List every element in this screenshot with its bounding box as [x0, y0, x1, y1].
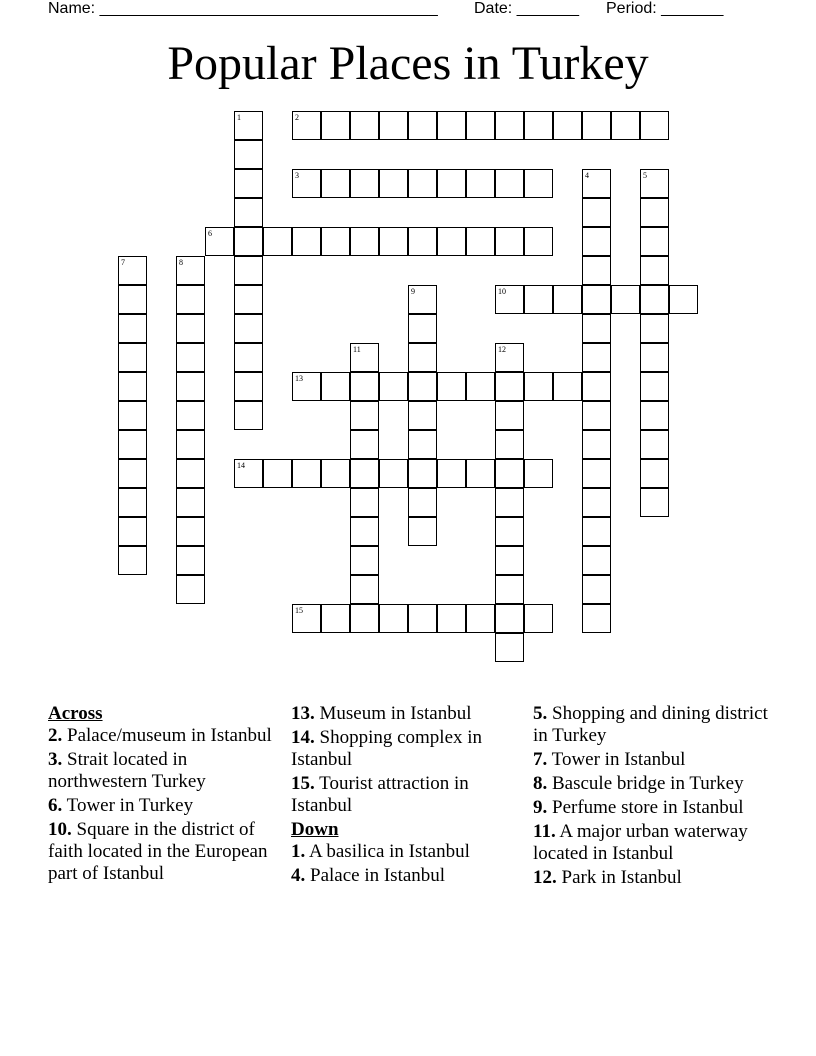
- clue-item: [48, 819, 280, 885]
- grid-cell[interactable]: [263, 459, 292, 488]
- clue-item: [533, 797, 773, 819]
- clue-item-text: A basilica in Istanbul: [308, 841, 470, 862]
- clue-item-number: 5.: [533, 703, 548, 724]
- grid-cell[interactable]: [524, 459, 553, 488]
- grid-cell[interactable]: [408, 285, 437, 314]
- grid-cell[interactable]: [350, 227, 379, 256]
- grid-cell[interactable]: [495, 372, 524, 401]
- grid-cell[interactable]: [408, 227, 437, 256]
- grid-cell[interactable]: [408, 517, 437, 546]
- grid-cell[interactable]: [437, 372, 466, 401]
- grid-cell[interactable]: [176, 517, 205, 546]
- period-field: Period: _______: [606, 0, 724, 17]
- clue-number: 3: [295, 171, 299, 180]
- grid-cell[interactable]: [495, 517, 524, 546]
- grid-cell[interactable]: [582, 285, 611, 314]
- clue-item: [291, 865, 523, 887]
- grid-cell[interactable]: [263, 227, 292, 256]
- grid-cell[interactable]: [176, 285, 205, 314]
- grid-cell[interactable]: [118, 488, 147, 517]
- grid-cell[interactable]: [466, 169, 495, 198]
- grid-cell[interactable]: [640, 314, 669, 343]
- grid-cell[interactable]: [640, 285, 669, 314]
- grid-cell[interactable]: [495, 227, 524, 256]
- clue-item-number: 13.: [291, 703, 315, 724]
- grid-cell[interactable]: [582, 546, 611, 575]
- grid-cell[interactable]: [640, 227, 669, 256]
- clue-number: 12: [498, 345, 506, 354]
- grid-cell[interactable]: [495, 343, 524, 372]
- grid-cell[interactable]: [582, 314, 611, 343]
- grid-cell[interactable]: [118, 256, 147, 285]
- clue-item-text: Palace/museum in Istanbul: [67, 725, 272, 746]
- clues-column-3: [533, 703, 773, 891]
- clue-item-number: 2.: [48, 725, 63, 746]
- clue-item: [533, 749, 773, 771]
- clue-item-text: Palace in Istanbul: [310, 865, 446, 886]
- grid-cell[interactable]: [524, 227, 553, 256]
- clue-item: [48, 795, 280, 817]
- grid-cell[interactable]: [234, 459, 263, 488]
- clue-number: 7: [121, 258, 125, 267]
- grid-cell[interactable]: [234, 256, 263, 285]
- grid-cell[interactable]: [176, 575, 205, 604]
- grid-cell[interactable]: [118, 314, 147, 343]
- clue-item-text: Tower in Istanbul: [551, 749, 686, 770]
- grid-cell[interactable]: [640, 401, 669, 430]
- clue-number: 6: [208, 229, 212, 238]
- clue-item-number: 14.: [291, 727, 315, 748]
- grid-cell[interactable]: [495, 169, 524, 198]
- grid-cell[interactable]: [495, 401, 524, 430]
- grid-cell[interactable]: [234, 314, 263, 343]
- clue-item: [291, 841, 523, 863]
- grid-cell[interactable]: [350, 169, 379, 198]
- grid-cell[interactable]: [118, 372, 147, 401]
- clue-number: 1: [237, 113, 241, 122]
- clue-item-text: A major urban waterway located in Istanbul: [533, 821, 748, 864]
- grid-cell[interactable]: [640, 488, 669, 517]
- grid-cell[interactable]: [408, 372, 437, 401]
- grid-cell[interactable]: [495, 430, 524, 459]
- grid-cell[interactable]: [321, 372, 350, 401]
- grid-cell[interactable]: [321, 459, 350, 488]
- clue-item: [533, 773, 773, 795]
- grid-cell[interactable]: [350, 401, 379, 430]
- grid-cell[interactable]: [640, 256, 669, 285]
- clue-item-number: 4.: [291, 865, 306, 886]
- grid-cell[interactable]: [466, 111, 495, 140]
- clue-item-text: Park in Istanbul: [561, 867, 682, 888]
- grid-cell[interactable]: [408, 459, 437, 488]
- grid-cell[interactable]: [582, 169, 611, 198]
- clue-item-text: Strait located in northwestern Turkey: [48, 749, 206, 792]
- grid-cell[interactable]: [611, 111, 640, 140]
- grid-cell[interactable]: [234, 343, 263, 372]
- grid-cell[interactable]: [669, 285, 698, 314]
- grid-cell[interactable]: [437, 459, 466, 488]
- grid-cell[interactable]: [437, 227, 466, 256]
- clue-item-number: 7.: [533, 749, 548, 770]
- grid-cell[interactable]: [234, 285, 263, 314]
- grid-cell[interactable]: [495, 633, 524, 662]
- grid-cell[interactable]: [553, 372, 582, 401]
- grid-cell[interactable]: [582, 111, 611, 140]
- grid-cell[interactable]: [379, 111, 408, 140]
- date-field: Date: _______: [474, 0, 579, 17]
- grid-cell[interactable]: [582, 372, 611, 401]
- grid-cell[interactable]: [495, 285, 524, 314]
- grid-cell[interactable]: [292, 372, 321, 401]
- grid-cell[interactable]: [524, 372, 553, 401]
- grid-cell[interactable]: [292, 169, 321, 198]
- grid-cell[interactable]: [466, 604, 495, 633]
- grid-cell[interactable]: [437, 604, 466, 633]
- clue-number: 13: [295, 374, 303, 383]
- across-heading: Across: [48, 703, 103, 724]
- clue-item: [48, 749, 280, 793]
- clue-item-number: 9.: [533, 797, 548, 818]
- clue-number: 2: [295, 113, 299, 122]
- puzzle-title: Popular Places in Turkey: [167, 37, 649, 90]
- grid-cell[interactable]: [292, 459, 321, 488]
- grid-cell[interactable]: [408, 111, 437, 140]
- grid-cell[interactable]: [524, 111, 553, 140]
- grid-cell[interactable]: [582, 459, 611, 488]
- clue-item-number: 12.: [533, 867, 557, 888]
- grid-cell[interactable]: [495, 111, 524, 140]
- grid-cell[interactable]: [495, 488, 524, 517]
- grid-cell[interactable]: [176, 256, 205, 285]
- grid-cell[interactable]: [234, 140, 263, 169]
- down-heading: Down: [291, 819, 339, 840]
- grid-cell[interactable]: [118, 401, 147, 430]
- clue-item-text: Square in the district of faith located in the European part of Istanbul: [48, 819, 268, 884]
- grid-cell[interactable]: [408, 604, 437, 633]
- grid-cell[interactable]: [350, 459, 379, 488]
- clue-item-text: Tower in Turkey: [66, 795, 194, 816]
- clue-number: 4: [585, 171, 589, 180]
- grid-cell[interactable]: [437, 111, 466, 140]
- grid-cell[interactable]: [350, 488, 379, 517]
- grid-cell[interactable]: [553, 111, 582, 140]
- clue-item-number: 3.: [48, 749, 63, 770]
- grid-cell[interactable]: [524, 169, 553, 198]
- grid-cell[interactable]: [350, 430, 379, 459]
- grid-cell[interactable]: [321, 169, 350, 198]
- grid-cell[interactable]: [176, 401, 205, 430]
- clues-column-2: [291, 703, 523, 889]
- clue-number: 15: [295, 606, 303, 615]
- grid-cell[interactable]: [176, 314, 205, 343]
- grid-cell[interactable]: [611, 285, 640, 314]
- grid-cell[interactable]: [408, 169, 437, 198]
- clue-item-number: 6.: [48, 795, 63, 816]
- grid-cell[interactable]: [321, 111, 350, 140]
- grid-cell[interactable]: [408, 430, 437, 459]
- grid-cell[interactable]: [292, 604, 321, 633]
- grid-cell[interactable]: [466, 459, 495, 488]
- clue-item-text: Bascule bridge in Turkey: [552, 773, 744, 794]
- clue-item: [48, 725, 280, 747]
- clues-column-1: [48, 703, 280, 887]
- grid-cell[interactable]: [234, 198, 263, 227]
- grid-cell[interactable]: [350, 111, 379, 140]
- grid-cell[interactable]: [582, 343, 611, 372]
- clue-item-text: Shopping complex in Istanbul: [291, 727, 483, 770]
- clue-item-number: 1.: [291, 841, 306, 862]
- grid-cell[interactable]: [582, 198, 611, 227]
- grid-cell[interactable]: [118, 343, 147, 372]
- grid-cell[interactable]: [495, 604, 524, 633]
- grid-cell[interactable]: [379, 459, 408, 488]
- grid-cell[interactable]: [582, 256, 611, 285]
- grid-cell[interactable]: [640, 430, 669, 459]
- grid-cell[interactable]: [234, 169, 263, 198]
- grid-cell[interactable]: [640, 459, 669, 488]
- clue-item-text: Shopping and dining district in Turkey: [533, 703, 768, 746]
- grid-cell[interactable]: [524, 604, 553, 633]
- grid-cell[interactable]: [350, 546, 379, 575]
- grid-cell[interactable]: [379, 372, 408, 401]
- grid-cell[interactable]: [640, 169, 669, 198]
- clue-number: 10: [498, 287, 506, 296]
- clue-number: 14: [237, 461, 245, 470]
- clue-item-text: Museum in Istanbul: [319, 703, 472, 724]
- clue-item: [533, 703, 773, 747]
- grid-cell[interactable]: [118, 546, 147, 575]
- grid-cell[interactable]: [408, 401, 437, 430]
- clue-number: 5: [643, 171, 647, 180]
- grid-cell[interactable]: [495, 546, 524, 575]
- grid-cell[interactable]: [118, 517, 147, 546]
- grid-cell[interactable]: [553, 285, 582, 314]
- grid-cell[interactable]: [379, 604, 408, 633]
- clue-item-text: Perfume store in Istanbul: [552, 797, 744, 818]
- grid-cell[interactable]: [234, 372, 263, 401]
- grid-cell[interactable]: [524, 285, 553, 314]
- grid-cell[interactable]: [176, 372, 205, 401]
- clue-item-number: 15.: [291, 773, 315, 794]
- clue-item-number: 8.: [533, 773, 548, 794]
- grid-cell[interactable]: [350, 604, 379, 633]
- clue-item-text: Tourist attraction in Istanbul: [291, 773, 469, 816]
- grid-cell[interactable]: [582, 604, 611, 633]
- grid-cell[interactable]: [408, 488, 437, 517]
- grid-cell[interactable]: [234, 227, 263, 256]
- grid-cell[interactable]: [379, 227, 408, 256]
- grid-cell[interactable]: [640, 343, 669, 372]
- clue-item-number: 11.: [533, 821, 556, 842]
- grid-cell[interactable]: [495, 575, 524, 604]
- clue-item: [291, 727, 523, 771]
- grid-cell[interactable]: [582, 488, 611, 517]
- clue-number: 11: [353, 345, 361, 354]
- grid-cell[interactable]: [205, 227, 234, 256]
- grid-cell[interactable]: [321, 604, 350, 633]
- clue-number: 9: [411, 287, 415, 296]
- grid-cell[interactable]: [640, 111, 669, 140]
- grid-cell[interactable]: [466, 372, 495, 401]
- grid-cell[interactable]: [582, 401, 611, 430]
- grid-cell[interactable]: [176, 546, 205, 575]
- grid-cell[interactable]: [437, 169, 466, 198]
- grid-cell[interactable]: [640, 372, 669, 401]
- grid-cell[interactable]: [176, 459, 205, 488]
- grid-cell[interactable]: [234, 111, 263, 140]
- grid-cell[interactable]: [350, 343, 379, 372]
- grid-cell[interactable]: [640, 198, 669, 227]
- grid-cell[interactable]: [321, 227, 350, 256]
- name-field: Name: ______________________________________: [48, 0, 438, 17]
- clue-number: 8: [179, 258, 183, 267]
- grid-cell[interactable]: [379, 169, 408, 198]
- grid-cell[interactable]: [466, 227, 495, 256]
- grid-cell[interactable]: [350, 575, 379, 604]
- clue-item-number: 10.: [48, 819, 72, 840]
- grid-cell[interactable]: [408, 314, 437, 343]
- grid-cell[interactable]: [176, 343, 205, 372]
- grid-cell[interactable]: [292, 227, 321, 256]
- clue-item: [291, 703, 523, 725]
- grid-cell[interactable]: [176, 430, 205, 459]
- clue-item: [533, 867, 773, 889]
- grid-cell[interactable]: [234, 401, 263, 430]
- grid-cell[interactable]: [582, 517, 611, 546]
- grid-cell[interactable]: [350, 372, 379, 401]
- grid-cell[interactable]: [118, 459, 147, 488]
- grid-cell[interactable]: [118, 285, 147, 314]
- grid-cell[interactable]: [582, 430, 611, 459]
- grid-cell[interactable]: [408, 343, 437, 372]
- grid-cell[interactable]: [582, 575, 611, 604]
- grid-cell[interactable]: [495, 459, 524, 488]
- grid-cell[interactable]: [176, 488, 205, 517]
- clue-item: [533, 821, 773, 865]
- clue-item: [291, 773, 523, 817]
- grid-cell[interactable]: [350, 517, 379, 546]
- grid-cell[interactable]: [582, 227, 611, 256]
- grid-cell[interactable]: [292, 111, 321, 140]
- grid-cell[interactable]: [118, 430, 147, 459]
